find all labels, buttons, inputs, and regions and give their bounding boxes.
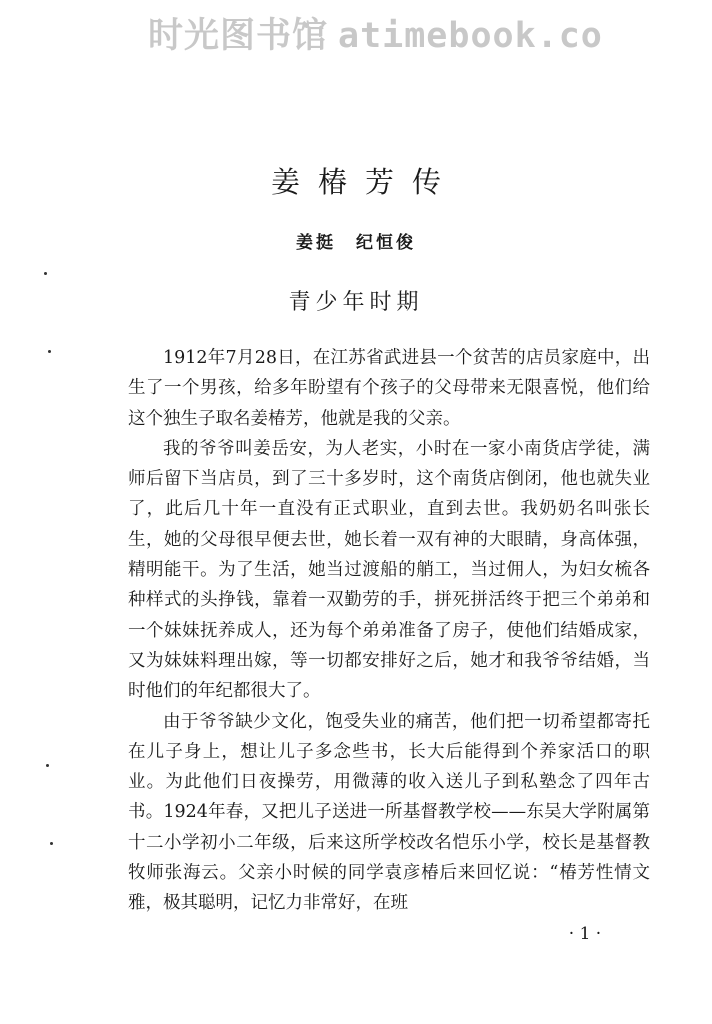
paragraph: 我的爷爷叫姜岳安，为人老实，小时在一家小南货店学徒，满师后留下当店员，到了三十多岁时，这个南货店倒闭，他也就失业了，此后几十年一直没有正式职业，直到去世。我奶奶名叫张长生，她的父母很早便去世，她长着一双有神的大眼睛，身高体强，精明能干。为了生活，她当过渡船的艄工，当过佣人，为妇女梳各种样式的头挣钱，靠着一双勤劳的手，拼死拼活终于把三个弟弟和一个妹妹抚养成人，还为每个弟弟准备了房子，使他们结婚成家，又为妹妹料理出嫁，等一切都安排好之后，她才和我爷爷结婚，当时他们的年纪都很大了。 (128, 438, 650, 702)
scan-speck (44, 272, 47, 275)
paragraph: 1912年7月28日，在江苏省武进县一个贫苦的店员家庭中，出生了一个男孩，给多年盼望有个孩子的父母带来无限喜悦，他们给这个独生子取名姜椿芳，他就是我的父亲。 (128, 348, 650, 429)
watermark (148, 8, 712, 60)
watermark-cn: 时光图书馆 (148, 16, 329, 56)
body-text (128, 343, 650, 919)
section-heading: 青少年时期 (288, 290, 424, 315)
scan-speck (48, 350, 51, 353)
chapter-title: 姜椿芳传 (270, 165, 459, 199)
authors: 姜挺 纪恒俊 (296, 233, 416, 253)
scan-speck (50, 842, 53, 845)
watermark-site: atimebook.co (338, 16, 603, 56)
scan-speck (46, 764, 49, 767)
paragraph: 由于爷爷缺少文化，饱受失业的痛苦，他们把一切希望都寄托在儿子身上，想让儿子多念些书，长大后能得到个养家活口的职业。为此他们日夜操劳，用微薄的收入送儿子到私塾念了四年古书。1924年春，又把儿子送进一所基督教学校——东吴大学附属第十二小学初小二年级，后来这所学校改名恺乐小学，校长是基督教牧师张海云。父亲小时候的同学袁彦椿后来回忆说：“椿芳性情文雅，极其聪明，记忆力非常好，在班 (128, 711, 650, 914)
page-number: · 1 · (568, 924, 602, 944)
